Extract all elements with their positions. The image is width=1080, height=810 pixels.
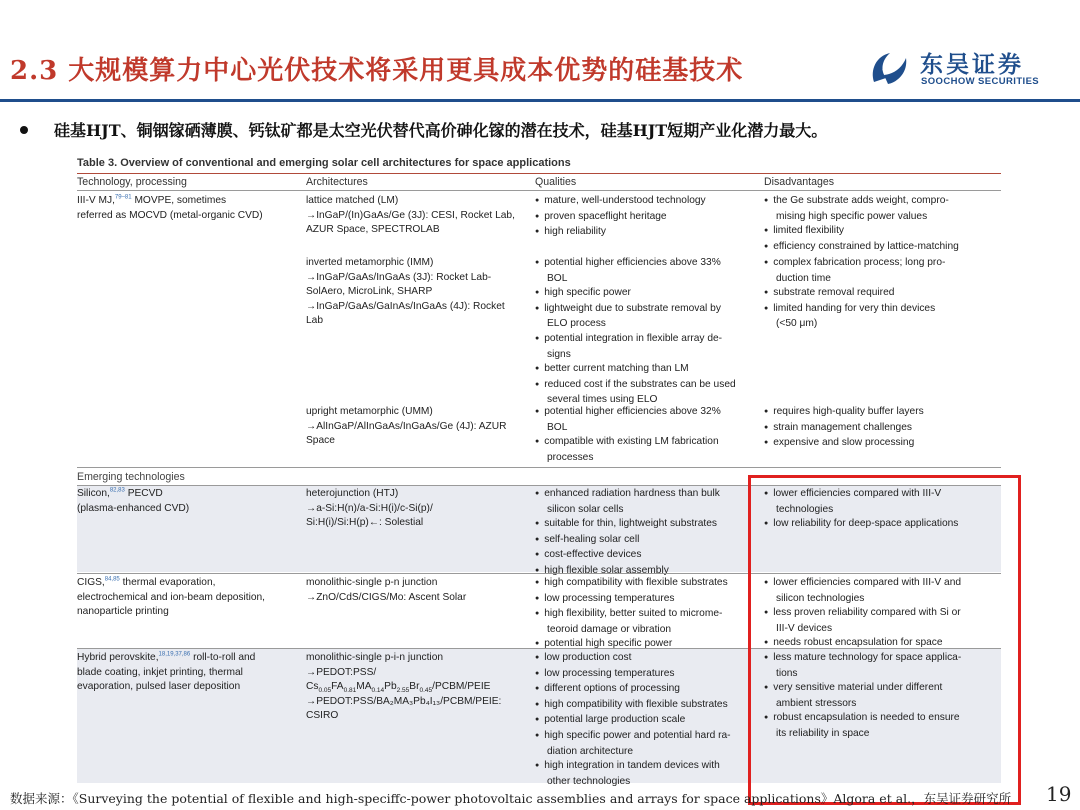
imm-qualities [535,256,736,408]
table-cell-line: ● high specific power and potential hard ra- [535,729,731,745]
key-point-bullet [14,118,1074,141]
slide-title: 2.3 大规模算力中心光伏技术将采用更具成本优势的硅基技术 [10,56,744,86]
table-cell-line: BOL [547,421,568,433]
table-cell-line: ● high reliability [535,225,706,241]
header-disadvantages: Disadvantages [764,176,835,188]
cigs-architecture [306,576,466,605]
table-cell-line: other technologies [547,775,631,787]
table-cell-line: Lab [306,315,323,327]
table-cell-line: CIGS, [77,577,105,588]
table-cell-line: →a-Si:H(n)/a-Si:H(i)/c-Si(p)/ [306,502,433,514]
table-cell-line: 0.45 [419,687,433,695]
silicon-technology [77,487,189,516]
table-cell-line: →InGaP/(In)GaAs/Ge (3J): CESI, Rocket Lab, [306,209,515,221]
cigs-technology [77,576,265,620]
table-cell-line: ● potential large production scale [535,713,731,729]
table-cell-line: ● different options of processing [535,682,731,698]
table-cell-line: Br [409,681,420,693]
table-cell-line: roll-to-roll and [190,652,256,663]
table-cell-line: III-V devices [776,622,833,634]
table-cell-line: →AlInGaP/AlInGaAs/InGaAs/Ge (4J): AZUR [306,420,507,432]
header-divider [0,99,1080,102]
table-cell-line: inverted metamorphic (IMM) [306,257,434,268]
perovskite-technology [77,651,255,695]
table-cell-line: ● substrate removal required [764,286,945,302]
table-cell-line: ● cost-effective devices [535,548,720,564]
table-cell-line: (<50 μm) [776,318,818,330]
table-cell-line: ● efficiency constrained by lattice-matching [764,240,959,256]
highlight-box [748,475,1021,805]
table-cell-line: technologies [776,503,834,515]
header-architectures: Architectures [306,176,368,188]
table-cell-line: silicon solar cells [547,503,624,515]
table-cell-line: nanoparticle printing [77,606,169,618]
page-number: 19 [1046,782,1072,806]
table-cell-line: Cs [306,681,319,693]
silicon-architecture [306,487,433,531]
umm-architecture [306,405,506,449]
lm-architecture [306,194,515,238]
table-cell-line: its reliability in space [776,727,870,739]
table-cell-line: ● high integration in tandem devices with [535,759,731,775]
table-cell-line: MA [356,681,372,693]
table-cell-line: ● low processing temperatures [535,592,728,608]
perovskite-architecture [306,651,501,724]
table-cell-line: 84,85 [104,576,120,583]
emerging-top-rule [77,467,1001,468]
table-cell-line: upright metamorphic (UMM) [306,406,433,417]
table-cell-line: 0.05 [318,687,332,695]
table-cell-line: ● enhanced radiation hardness than bulk [535,487,720,503]
table-cell-line: silicon technologies [776,592,865,604]
table-cell-line: ● high compatibility with flexible substrates [535,576,728,592]
table-cell-line: PECVD [124,488,163,499]
table-cell-line: ● high specific power [535,286,736,302]
table-cell-line: III-V MJ, [77,195,115,206]
table-cell-line: 2.55 [396,687,410,695]
table-cell-line: Pb [384,681,397,693]
table-cell-line: ● limited handing for very thin devices [764,302,945,318]
table-cell-line: ● lightweight due to substrate removal by [535,302,736,318]
table-cell-line: ● requires high-quality buffer layers [764,405,924,421]
table-cell-line: Silicon, [77,488,110,499]
table-cell-line: tions [776,667,798,679]
table-cell-line: ● reduced cost if the substrates can be used [535,378,736,394]
table-cell-line: diation architecture [547,745,634,757]
logo-chinese-name: 东吴证券 [920,52,1024,78]
table-cell-line: FA [331,681,344,693]
bullet-dot-icon [20,126,28,134]
table-cell-line: ● better current matching than LM [535,362,736,378]
table-cell-line: ● less mature technology for space applica- [764,651,961,667]
table-cell-line: 79–81 [114,194,132,201]
table-cell-line: ● lower efficiencies compared with III-V [764,487,958,503]
perovskite-qualities [535,651,731,789]
table-cell-line: /PCBM/PEIE [432,681,491,693]
table-cell-line: (plasma-enhanced CVD) [77,502,190,514]
table-cell-line: ● low production cost [535,651,731,667]
table-cell-line: CSIRO [306,710,339,722]
lm-qualities [535,194,706,241]
silicon-qualities [535,487,720,580]
table-cell-line: ● lower efficiencies compared with III-V and [764,576,961,592]
emerging-technologies-label: Emerging technologies [77,471,185,483]
table-cell-line: ● potential integration in flexible array de- [535,332,736,348]
table-cell-line: teoroid damage or vibration [547,623,672,635]
table-cell-line: Si:H(i)/Si:H(p)←: Solestial [306,517,424,529]
imm-architecture [306,256,505,329]
table-cell-line: referred as MOCVD (metal-organic CVD) [77,209,263,221]
table-cell-line: processes [547,451,594,463]
table-cell-line: AZUR Space, SPECTROLAB [306,224,440,236]
table-cell-line: ● high compatibility with flexible substrates [535,698,731,714]
table-cell-line: ● complex fabrication process; long pro- [764,256,945,272]
table-cell-line: ● potential higher efficiencies above 33% [535,256,736,272]
table-cell-line: mising high specific power values [776,210,928,222]
table-cell-line: monolithic-single p-n junction [306,577,438,588]
table-cell-line: 82,83 [109,487,125,494]
table-cell-line: ● less proven reliability compared with Si or [764,606,961,622]
table-cell-line: ● robust encapsulation is needed to ensure [764,711,961,727]
table-cell-line: heterojunction (HTJ) [306,488,399,499]
table-cell-line: ● compatible with existing LM fabrication [535,435,721,451]
table-cell-line: ambient stressors [776,697,857,709]
table-cell-line: ● potential higher efficiencies above 32% [535,405,721,421]
key-point-text: 硅基HJT、铜铟镓硒薄膜、钙钛矿都是太空光伏替代高价砷化镓的潜在技术，硅基HJT短期产业化潜力最大。 [54,121,828,140]
table-cell-line: ● needs robust encapsulation for space [764,636,961,652]
table-cell-line: →ZnO/CdS/CIGS/Mo: Ascent Solar [306,591,467,603]
table-cell-line: ● mature, well-understood technology [535,194,706,210]
table-cell-line: ● strain management challenges [764,421,924,437]
mj-technology [77,194,263,223]
imm-disadvantages [764,256,945,332]
table-cell-line: ● limited flexibility [764,224,959,240]
table-cell-line: ● potential high specific power [535,637,728,653]
table-cell-line: ● low reliability for deep-space applications [764,517,958,533]
table-cell-line: BOL [547,272,568,284]
cigs-qualities [535,576,728,653]
table-cell-line: several times using ELO [547,394,658,406]
perovskite-formula [306,680,501,695]
table-cell-line: electrochemical and ion-beam deposition, [77,591,266,603]
table-cell-line: SolAero, MicroLink, SHARP [306,286,433,298]
lm-disadvantages [764,194,959,255]
table-cell-line: →PEDOT:PSS/BA₂MA₃Pb₄I₁₃/PCBM/PEIE: [306,695,502,707]
table-cell-line: 18,19,37,86 [158,651,191,658]
table-cell-line: 0.14 [371,687,385,695]
table-cell-line: 0.81 [343,687,357,695]
table-caption: Table 3. Overview of conventional and emerging solar cell architectures for space applications [77,157,571,169]
table-cell-line: ● the Ge substrate adds weight, compro- [764,194,959,210]
table-cell-line: blade coating, inkjet printing, thermal [77,666,243,678]
table-cell-line: duction time [776,272,831,284]
table-cell-line: thermal evaporation, [119,577,216,588]
table-cell-line: →InGaP/GaAs/InGaAs (3J): Rocket Lab- [306,271,492,283]
table-cell-line: lattice matched (LM) [306,195,399,206]
table-cell-line: →PEDOT:PSS/ [306,666,377,678]
company-logo [868,46,1068,92]
header-technology: Technology, processing [77,176,187,188]
umm-disadvantages [764,405,924,452]
table-cell-line: ● high flexibility, better suited to microme- [535,607,728,623]
table-cell-line: ● self-healing solar cell [535,533,720,549]
table-cell-line: ● high flexible solar assembly [535,564,720,580]
table-cell-line: Hybrid perovskite, [77,652,159,663]
table-cell-line: signs [547,348,571,360]
table-cell-line: →InGaP/GaAs/GaInAs/InGaAs (4J): Rocket [306,300,505,312]
table-cell-line: ● very sensitive material under different [764,681,961,697]
table-top-rule [77,173,1001,174]
header-qualities: Qualities [535,176,577,188]
logo-english-name: SOOCHOW SECURITIES [921,76,1040,87]
table-cell-line: ● low processing temperatures [535,667,731,683]
soochow-logo-icon [868,48,912,88]
table-cell-line: ELO process [547,318,606,330]
table-cell-line: ● suitable for thin, lightweight substrates [535,517,720,533]
table-cell-line: ● proven spaceflight heritage [535,210,706,226]
table-cell-line: ● expensive and slow processing [764,436,924,452]
table-cell-line: Space [306,435,335,447]
umm-qualities [535,405,721,465]
header-rule [77,190,1001,191]
table-cell-line: monolithic-single p-i-n junction [306,652,444,663]
source-footnote: 数据来源：《Surveying the potential of flexible and high-speciffc-power photovoltaic assemblies and arrays for space applications》Algora et al.，东吴证券研究所 [10,791,1012,806]
table-cell-line: MOVPE, sometimes [131,195,227,206]
table-cell-line: evaporation, pulsed laser deposition [77,681,241,693]
